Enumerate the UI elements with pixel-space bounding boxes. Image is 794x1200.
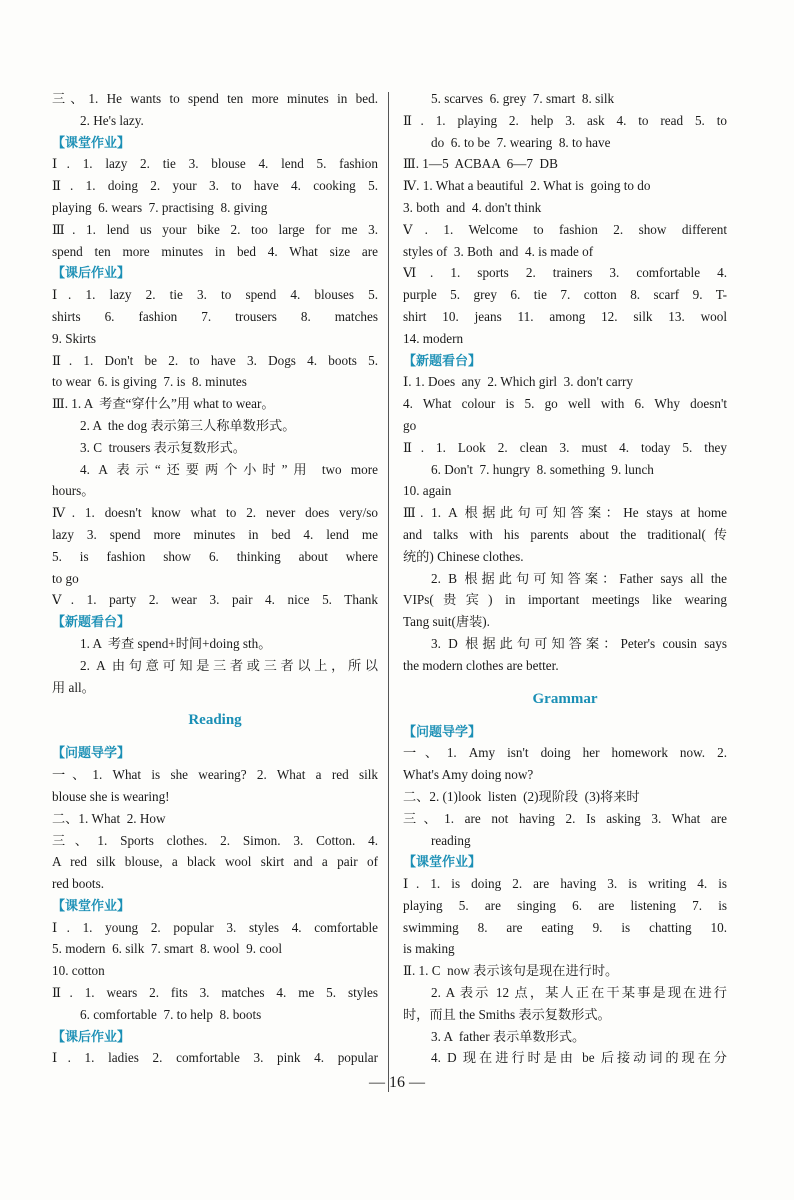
answer-line: 3. A father 表示单数形式。 [431,1028,586,1044]
answer-line: Ⅱ. 1. doing 2. your 3. to have 4. cooking 5. [52,178,378,194]
answer-line: go [403,417,417,433]
answer-line: 5. scarves 6. grey 7. smart 8. silk [431,91,615,106]
answer-line: 2. A 由句意可知是三者或三者以上，所以 [80,657,378,673]
answer-line: Ⅰ. 1. is doing 2. are having 3. is writing 4. is [403,876,727,892]
answer-line: What's Amy doing now? [403,767,534,783]
section-heading: 【课堂作业】 [403,854,482,870]
answer-line: 6. comfortable 7. to help 8. boots [80,1006,262,1022]
answer-line: playing 6. wears 7. practising 8. giving [52,199,268,215]
answer-line: Ⅲ. 1. A 根据此句可知答案：He stays at home [403,505,727,521]
answer-line: Ⅳ. 1. doesn't know what to 2. never does very/so [52,505,378,521]
answer-line: 10. cotton [52,963,105,979]
answer-line: 5. modern 6. silk 7. smart 8. wool 9. cool [52,941,283,957]
section-heading: 【课堂作业】 [52,134,131,150]
answer-line: Ⅲ. 1—5 ACBAA 6—7 DB [403,156,558,172]
answer-line: 二、1. What 2. How [52,810,166,826]
answer-line: the modern clothes are better. [403,657,559,673]
answer-line: shirt 10. jeans 11. among 12. silk 13. wool [403,308,727,324]
answer-line: purple 5. grey 6. tie 7. cotton 8. scarf 9. T- [403,287,727,303]
answer-line: reading [431,832,471,848]
column-divider [388,92,389,1092]
answer-line: Ⅰ. 1. lazy 2. tie 3. blouse 4. lend 5. fashion [52,156,378,172]
answer-line: Tang suit(唐装). [403,614,490,630]
section-heading: 【新题看台】 [52,614,131,630]
answer-line: 2. He's lazy. [80,112,144,128]
section-heading: 【问题导学】 [52,745,131,761]
answer-line: red boots. [52,876,105,892]
answer-line: 统的) Chinese clothes. [403,548,524,564]
answer-line: 2. A 表示 12 点，某人正在干某事是现在进行 [431,985,727,1001]
answer-line: Ⅰ. 1. lazy 2. tie 3. to spend 4. blouses 5. [52,287,378,303]
answer-line: Ⅱ. 1. Don't be 2. to have 3. Dogs 4. boots 5. [52,352,378,368]
answer-line: 三、1. He wants to spend ten more minutes in bed. [52,91,378,106]
answer-line: spend ten more minutes in bed 4. What size are [52,243,378,259]
section-title: Reading [188,712,242,729]
answer-line: blouse she is wearing! [52,788,170,804]
answer-line: do 6. to be 7. wearing 8. to have [431,134,611,150]
answer-line: swimming 8. are eating 9. is chatting 10. [403,919,727,935]
answer-line: 4. A 表示“还要两个小时”用 two more [80,461,378,477]
answer-line: Ⅲ. 1. A 考查“穿什么”用 what to wear。 [52,396,275,412]
answer-line: Ⅳ. 1. What a beautiful 2. What is going to do [403,178,651,194]
answer-line: and talks with his parents about the traditional(传 [403,526,727,542]
answer-line: 二、2. (1)look listen (2)现阶段 (3)将来时 [403,788,640,804]
section-heading: 【课后作业】 [52,265,131,281]
watermark-logo [640,1132,780,1188]
answer-line: Ⅴ. 1. Welcome to fashion 2. show different [403,221,727,237]
answer-line: 3. D 根据此句可知答案：Peter's cousin says [431,635,727,651]
answer-line: Ⅱ. 1. wears 2. fits 3. matches 4. me 5. styles [52,985,378,1001]
answer-line: Ⅲ. 1. lend us your bike 2. too large for me 3. [52,221,378,237]
answer-line: 一、1. What is she wearing? 2. What a red silk [52,767,378,783]
answer-line: 时，而且 the Smiths 表示复数形式。 [403,1006,611,1022]
answer-line: Ⅱ. 1. C now 表示该句是现在进行时。 [403,963,619,979]
answer-line: 2. B 根据此句可知答案：Father says all the [431,570,727,586]
right-column [403,88,727,1069]
section-heading: 【问题导学】 [403,723,482,739]
answer-line: styles of 3. Both and 4. is made of [403,243,594,259]
answer-line: Ⅱ. 1. playing 2. help 3. ask 4. to read 5. to [403,112,727,128]
answer-line: lazy 3. spend more minutes in bed 4. lend me [52,526,378,542]
section-title: Grammar [532,690,598,707]
left-column [52,88,378,1069]
section-heading: 【课堂作业】 [52,897,131,913]
section-heading: 【课后作业】 [52,1028,131,1044]
answer-line: 三、1. Sports clothes. 2. Simon. 3. Cotton. 4. [52,832,378,848]
answer-line: 14. modern [403,330,464,346]
answer-line: Ⅰ. 1. young 2. popular 3. styles 4. comfortable [52,919,378,935]
answer-line: 10. again [403,483,452,499]
answer-line: 3. both and 4. don't think [403,199,542,215]
answer-line: playing 5. are singing 6. are listening 7. is [403,897,727,913]
answer-line: is making [403,941,455,957]
answer-line: 5. is fashion show 6. thinking about where [52,548,378,564]
section-heading: 【新题看台】 [403,352,482,368]
answer-line: VIPs(贵宾) in important meetings like wearing [403,592,727,608]
page-number: — 16 — [369,1074,425,1091]
answer-line: Ⅰ. 1. Does any 2. Which girl 3. don't carry [403,374,634,390]
answer-line: to go [52,570,79,586]
answer-line: A red silk blouse, a black wool skirt and a pair of [52,854,378,870]
answer-line: 一、1. Amy isn't doing her homework now. 2. [403,745,727,761]
answer-line: 6. Don't 7. hungry 8. something 9. lunch [431,461,654,477]
answer-line: 3. C trousers 表示复数形式。 [80,439,246,455]
answer-line: 2. A the dog 表示第三人称单数形式。 [80,417,296,433]
answer-line: hours。 [52,483,95,499]
answer-line: to wear 6. is giving 7. is 8. minutes [52,374,247,390]
answer-line: Ⅴ. 1. party 2. wear 3. pair 4. nice 5. Thank [52,592,378,608]
answer-line: Ⅱ. 1. Look 2. clean 3. must 4. today 5. they [403,439,727,455]
answer-line: 用 all。 [52,679,95,695]
answer-line: 1. A 考查 spend+时间+doing sth。 [80,635,272,651]
answer-line: Ⅰ. 1. ladies 2. comfortable 3. pink 4. popular [52,1050,378,1066]
answer-line: shirts 6. fashion 7. trousers 8. matches [52,308,378,324]
answer-line: 4. D 现在进行时是由 be 后接动词的现在分 [431,1050,727,1066]
answer-line: 4. What colour is 5. go well with 6. Why doesn't [403,396,727,412]
answer-line: 9. Skirts [52,330,96,346]
answer-line: Ⅵ. 1. sports 2. trainers 3. comfortable 4. [403,265,727,281]
answer-line: 三、1. are not having 2. Is asking 3. What are [403,810,727,826]
